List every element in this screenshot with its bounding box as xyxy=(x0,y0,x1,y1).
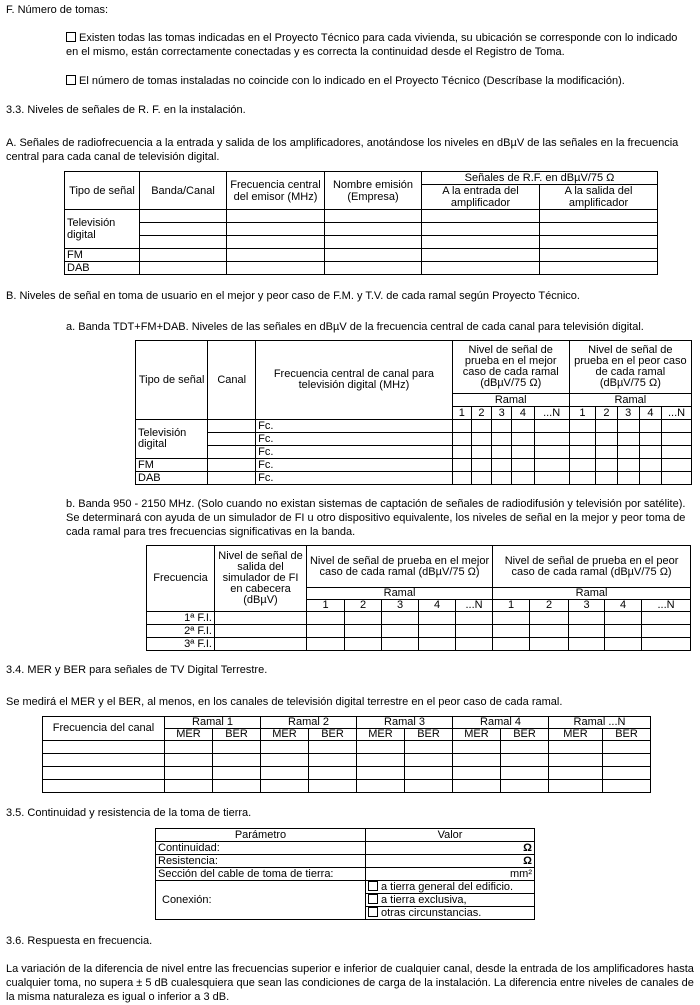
cell[interactable] xyxy=(382,638,419,651)
cell[interactable] xyxy=(662,420,692,433)
option-otras-circunstancias[interactable]: otras circunstancias. xyxy=(366,907,535,920)
cell[interactable] xyxy=(493,625,530,638)
row-label-dab: DAB xyxy=(136,472,208,485)
option-tomas-correctas[interactable]: Existen todas las tomas indicadas en el Proyecto Técnico para cada vivienda, su ubicación se corresponde con lo indicado en el mismo, están correctamente conectadas y es correcta la continuidad desde el Registro de Toma. xyxy=(66,32,678,58)
cell[interactable] xyxy=(208,420,256,433)
cell[interactable] xyxy=(422,210,540,223)
paragraph-3-3-a: A. Señales de radiofrecuencia a la entrada y salida de los amplificadores, anotándose los niveles en dBµV de las señales en la frecuencia central para cada canal de televisión digital. xyxy=(6,137,679,163)
cell[interactable] xyxy=(530,625,569,638)
cell[interactable] xyxy=(422,223,540,236)
cell[interactable] xyxy=(471,446,491,459)
cell[interactable] xyxy=(43,780,165,793)
header-parametro: Parámetro xyxy=(156,829,366,842)
header-ramal-number: 2 xyxy=(345,600,382,612)
header-ber: BER xyxy=(603,729,651,741)
cell[interactable] xyxy=(307,612,345,625)
cell[interactable] xyxy=(493,612,530,625)
cell[interactable] xyxy=(605,638,642,651)
header-ramal-number: 4 xyxy=(512,407,534,420)
cell[interactable] xyxy=(492,433,512,446)
cell[interactable] xyxy=(456,625,493,638)
header-ber: BER xyxy=(309,729,357,741)
cell[interactable] xyxy=(452,459,471,472)
label-conexion: Conexión: xyxy=(156,881,366,920)
cell[interactable] xyxy=(534,446,569,459)
cell[interactable] xyxy=(492,446,512,459)
paragraph-3-6: La variación de la diferencia de nivel entre las frecuencias superior e inferior de cualquier canal, desde la entrada de los amplificadores hasta cualquier toma, no supera ± 5 dB cualesquiera que sean las condiciones de carga de la instalación. La diferencia entre niveles de canales de la misma naturaleza es igual o inferior a 3 dB. xyxy=(6,963,694,1003)
cell[interactable] xyxy=(405,754,453,767)
cell[interactable] xyxy=(512,472,534,485)
header-valor: Valor xyxy=(366,829,535,842)
paragraph-3-3-b-b: b. Banda 950 - 2150 MHz. (Solo cuando no existan sistemas de captación de señales de radiodifusión y televisión por satélite). Se determinará con ayuda de un simulador de FI u otro dispositivo equivalente, los niveles de señal en la mejor y peor toma de cada ramal para tres frecuencias significativas en la banda. xyxy=(66,498,686,538)
cell[interactable] xyxy=(605,612,642,625)
cell[interactable] xyxy=(419,638,456,651)
fc-label: Fc. xyxy=(256,446,453,459)
cell[interactable] xyxy=(512,446,534,459)
header-banda-canal: Banda/Canal xyxy=(140,172,227,210)
heading-3-4: 3.4. MER y BER para señales de TV Digital Terrestre. xyxy=(6,664,268,676)
cell[interactable] xyxy=(512,433,534,446)
cell[interactable] xyxy=(140,262,227,275)
header-ramal-n: Ramal ...N xyxy=(549,717,651,729)
table-banda-fi xyxy=(146,545,691,651)
cell[interactable] xyxy=(617,459,639,472)
cell[interactable] xyxy=(43,741,165,754)
header-mer: MER xyxy=(261,729,309,741)
cell[interactable] xyxy=(512,420,534,433)
row-label-fi: 2ª F.I. xyxy=(147,625,215,638)
option-tierra-general[interactable]: a tierra general del edificio. xyxy=(366,881,535,894)
cell[interactable] xyxy=(603,754,651,767)
heading-3-3: 3.3. Niveles de señales de R. F. en la instalación. xyxy=(6,104,246,116)
cell[interactable] xyxy=(309,780,357,793)
cell[interactable] xyxy=(345,625,382,638)
cell[interactable] xyxy=(43,767,165,780)
cell[interactable] xyxy=(307,625,345,638)
fc-label: Fc. xyxy=(256,459,453,472)
cell[interactable] xyxy=(493,638,530,651)
header-nombre-emision: Nombre emisión (Empresa) xyxy=(325,172,422,210)
cell[interactable] xyxy=(309,767,357,780)
cell[interactable] xyxy=(140,210,227,223)
row-label-television: Televisión digital xyxy=(136,420,208,459)
cell[interactable] xyxy=(422,249,540,262)
cell[interactable] xyxy=(569,446,596,459)
header-ber: BER xyxy=(405,729,453,741)
cell[interactable] xyxy=(471,472,491,485)
header-ramal-number: 4 xyxy=(605,600,642,612)
checkbox-icon[interactable] xyxy=(66,75,76,85)
header-ramal-number: 2 xyxy=(596,407,617,420)
cell[interactable] xyxy=(596,472,617,485)
row-label-fi: 3ª F.I. xyxy=(147,638,215,651)
cell[interactable] xyxy=(227,236,325,249)
cell[interactable] xyxy=(501,754,549,767)
paragraph-3-4: Se medirá el MER y el BER, al menos, en los canales de televisión digital terrestre en el peor caso de cada ramal. xyxy=(6,696,563,708)
cell[interactable] xyxy=(357,767,405,780)
header-entrada-amplificador: A la entrada del amplificador xyxy=(422,185,540,210)
header-ramal-number: ...N xyxy=(642,600,691,612)
cell[interactable] xyxy=(453,754,501,767)
label-continuidad: Continuidad: xyxy=(156,842,366,855)
table-rf-amplificadores xyxy=(64,171,658,275)
cell[interactable] xyxy=(530,612,569,625)
checkbox-icon[interactable] xyxy=(368,907,378,917)
header-mer: MER xyxy=(549,729,603,741)
cell[interactable] xyxy=(456,612,493,625)
cell[interactable] xyxy=(452,446,471,459)
cell[interactable] xyxy=(549,767,603,780)
cell[interactable] xyxy=(642,625,691,638)
cell[interactable] xyxy=(213,754,261,767)
header-ramal: Ramal xyxy=(452,394,569,407)
header-ber: BER xyxy=(501,729,549,741)
table-mer-ber xyxy=(42,716,651,793)
header-ramal: Ramal xyxy=(569,394,691,407)
row-label-dab: DAB xyxy=(65,262,140,275)
cell[interactable] xyxy=(452,433,471,446)
checkbox-icon[interactable] xyxy=(368,894,378,904)
cell[interactable] xyxy=(569,472,596,485)
cell[interactable] xyxy=(452,420,471,433)
cell[interactable] xyxy=(405,767,453,780)
cell[interactable] xyxy=(213,741,261,754)
cell[interactable] xyxy=(208,433,256,446)
cell[interactable] xyxy=(617,433,639,446)
header-ramal: Ramal xyxy=(307,588,493,600)
cell[interactable] xyxy=(261,741,309,754)
cell[interactable] xyxy=(617,420,639,433)
cell[interactable] xyxy=(569,459,596,472)
cell[interactable] xyxy=(215,638,307,651)
cell[interactable] xyxy=(325,236,422,249)
cell[interactable] xyxy=(227,262,325,275)
row-label-fm: FM xyxy=(65,249,140,262)
header-ramal-number: 1 xyxy=(569,407,596,420)
cell[interactable] xyxy=(603,741,651,754)
cell[interactable] xyxy=(642,612,691,625)
header-ramal-number: ...N xyxy=(662,407,692,420)
option-tomas-no-coincide[interactable]: El número de tomas instaladas no coincide con lo indicado en el Proyecto Técnico (Descríbase la modificación). xyxy=(66,74,694,88)
header-ramal-4: Ramal 4 xyxy=(453,717,549,729)
cell[interactable] xyxy=(165,741,213,754)
header-ramal-2: Ramal 2 xyxy=(261,717,357,729)
checkbox-icon[interactable] xyxy=(368,881,378,891)
cell[interactable] xyxy=(596,433,617,446)
cell[interactable] xyxy=(208,459,256,472)
header-ramal-number: 4 xyxy=(639,407,661,420)
cell[interactable] xyxy=(227,223,325,236)
unit-ohm[interactable]: Ω xyxy=(366,855,535,868)
cell[interactable] xyxy=(227,210,325,223)
cell[interactable] xyxy=(309,754,357,767)
cell[interactable] xyxy=(569,612,605,625)
cell[interactable] xyxy=(492,420,512,433)
row-label-fm: FM xyxy=(136,459,208,472)
row-label-television: Televisión digital xyxy=(65,210,140,249)
cell[interactable] xyxy=(662,472,692,485)
cell[interactable] xyxy=(227,249,325,262)
cell[interactable] xyxy=(261,754,309,767)
cell[interactable] xyxy=(215,625,307,638)
cell[interactable] xyxy=(309,741,357,754)
header-ramal-3: Ramal 3 xyxy=(357,717,453,729)
heading-3-6: 3.6. Respuesta en frecuencia. xyxy=(6,935,153,947)
cell[interactable] xyxy=(534,472,569,485)
fc-label: Fc. xyxy=(256,433,453,446)
cell[interactable] xyxy=(603,767,651,780)
cell[interactable] xyxy=(405,741,453,754)
header-peor-caso: Nivel de señal de prueba en el peor caso de cada ramal (dBµV/75 Ω) xyxy=(569,341,691,394)
header-ramal-number: 3 xyxy=(492,407,512,420)
heading-numero-tomas: F. Número de tomas: xyxy=(6,4,109,16)
cell[interactable] xyxy=(213,780,261,793)
cell[interactable] xyxy=(422,262,540,275)
cell[interactable] xyxy=(639,472,661,485)
cell[interactable] xyxy=(215,612,307,625)
header-ramal-number: ...N xyxy=(456,600,493,612)
cell[interactable] xyxy=(471,420,491,433)
cell[interactable] xyxy=(165,780,213,793)
cell[interactable] xyxy=(642,638,691,651)
cell[interactable] xyxy=(165,754,213,767)
cell[interactable] xyxy=(596,459,617,472)
cell[interactable] xyxy=(569,420,596,433)
header-ramal-number: 2 xyxy=(530,600,569,612)
cell[interactable] xyxy=(422,236,540,249)
cell[interactable] xyxy=(261,780,309,793)
cell[interactable] xyxy=(569,433,596,446)
cell[interactable] xyxy=(569,638,605,651)
header-frecuencia: Frecuencia xyxy=(147,546,215,612)
cell[interactable] xyxy=(639,420,661,433)
header-ramal-1: Ramal 1 xyxy=(165,717,261,729)
header-ramal-number: 2 xyxy=(471,407,491,420)
cell[interactable] xyxy=(357,780,405,793)
cell[interactable] xyxy=(534,433,569,446)
cell[interactable] xyxy=(419,625,456,638)
header-canal: Canal xyxy=(208,341,256,420)
cell[interactable] xyxy=(471,459,491,472)
option-tierra-exclusiva[interactable]: a tierra exclusiva, xyxy=(366,894,535,907)
header-mer: MER xyxy=(357,729,405,741)
checkbox-icon[interactable] xyxy=(66,32,76,42)
cell[interactable] xyxy=(501,767,549,780)
paragraph-3-3-b: B. Niveles de señal en toma de usuario en el mejor y peor caso de F.M. y T.V. de cada ramal según Proyecto Técnico. xyxy=(6,290,580,302)
cell[interactable] xyxy=(140,223,227,236)
header-frecuencia-central: Frecuencia central del emisor (MHz) xyxy=(227,172,325,210)
cell[interactable] xyxy=(452,472,471,485)
header-mejor-caso: Nivel de señal de prueba en el mejor caso de cada ramal (dBµV/75 Ω) xyxy=(452,341,569,394)
header-frecuencia-canal: Frecuencia del canal xyxy=(43,717,165,741)
header-ramal-number: 1 xyxy=(493,600,530,612)
cell[interactable] xyxy=(261,767,309,780)
cell[interactable] xyxy=(534,459,569,472)
cell[interactable] xyxy=(662,446,692,459)
cell[interactable] xyxy=(140,249,227,262)
cell[interactable] xyxy=(530,638,569,651)
cell[interactable] xyxy=(165,767,213,780)
cell[interactable] xyxy=(140,236,227,249)
heading-3-5: 3.5. Continuidad y resistencia de la toma de tierra. xyxy=(6,807,252,819)
header-ramal-number: 3 xyxy=(617,407,639,420)
cell[interactable] xyxy=(492,472,512,485)
cell[interactable] xyxy=(617,472,639,485)
cell[interactable] xyxy=(549,754,603,767)
cell[interactable] xyxy=(357,741,405,754)
header-salida-amplificador: A la salida del amplificador xyxy=(540,185,658,210)
label-seccion-cable: Sección del cable de toma de tierra: xyxy=(156,868,366,881)
header-ramal-number: 1 xyxy=(307,600,345,612)
header-frecuencia-canal: Frecuencia central de canal para televisión digital (MHz) xyxy=(256,341,453,420)
header-ramal-number: 1 xyxy=(452,407,471,420)
cell[interactable] xyxy=(453,767,501,780)
cell[interactable] xyxy=(43,754,165,767)
cell[interactable] xyxy=(501,780,549,793)
cell[interactable] xyxy=(456,638,493,651)
header-tipo-senal: Tipo de señal xyxy=(65,172,140,210)
cell[interactable] xyxy=(639,459,661,472)
cell[interactable] xyxy=(208,446,256,459)
header-peor-caso: Nivel de señal de prueba en el peor caso de cada ramal (dBµV/75 Ω) xyxy=(493,546,691,588)
label-resistencia: Resistencia: xyxy=(156,855,366,868)
unit-mm2[interactable]: mm² xyxy=(366,868,535,881)
header-ramal-number: ...N xyxy=(534,407,569,420)
cell[interactable] xyxy=(605,625,642,638)
header-ramal-number: 3 xyxy=(382,600,419,612)
fc-label: Fc. xyxy=(256,472,453,485)
header-mer: MER xyxy=(453,729,501,741)
cell[interactable] xyxy=(453,741,501,754)
cell[interactable] xyxy=(540,223,658,236)
cell[interactable] xyxy=(208,472,256,485)
header-tipo-senal: Tipo de señal xyxy=(136,341,208,420)
cell[interactable] xyxy=(501,741,549,754)
cell[interactable] xyxy=(471,433,491,446)
cell[interactable] xyxy=(569,625,605,638)
cell[interactable] xyxy=(453,780,501,793)
cell[interactable] xyxy=(549,741,603,754)
cell[interactable] xyxy=(382,625,419,638)
cell[interactable] xyxy=(596,420,617,433)
header-nivel-simulador: Nivel de señal de salida del simulador de FI en cabecera (dBµV) xyxy=(215,546,307,612)
unit-ohm[interactable]: Ω xyxy=(366,842,535,855)
cell[interactable] xyxy=(325,249,422,262)
cell[interactable] xyxy=(662,459,692,472)
cell[interactable] xyxy=(512,459,534,472)
cell[interactable] xyxy=(345,612,382,625)
header-ramal-number: 3 xyxy=(569,600,605,612)
cell[interactable] xyxy=(549,780,603,793)
cell[interactable] xyxy=(345,638,382,651)
cell[interactable] xyxy=(617,446,639,459)
fc-label: Fc. xyxy=(256,420,453,433)
cell[interactable] xyxy=(540,249,658,262)
cell[interactable] xyxy=(357,754,405,767)
cell[interactable] xyxy=(639,446,661,459)
cell[interactable] xyxy=(492,459,512,472)
header-ramal: Ramal xyxy=(493,588,691,600)
header-mejor-caso: Nivel de señal de prueba en el mejor caso de cada ramal (dBµV/75 Ω) xyxy=(307,546,493,588)
row-label-fi: 1ª F.I. xyxy=(147,612,215,625)
cell[interactable] xyxy=(419,612,456,625)
cell[interactable] xyxy=(213,767,261,780)
header-mer: MER xyxy=(165,729,213,741)
cell[interactable] xyxy=(325,223,422,236)
header-ber: BER xyxy=(213,729,261,741)
cell[interactable] xyxy=(540,210,658,223)
cell[interactable] xyxy=(534,420,569,433)
cell[interactable] xyxy=(382,612,419,625)
cell[interactable] xyxy=(596,446,617,459)
cell[interactable] xyxy=(662,433,692,446)
header-ramal-number: 4 xyxy=(419,600,456,612)
cell[interactable] xyxy=(325,210,422,223)
paragraph-3-3-b-a: a. Banda TDT+FM+DAB. Niveles de las señales en dBµV de la frecuencia central de cada canal para televisión digital. xyxy=(66,321,644,333)
cell[interactable] xyxy=(540,236,658,249)
cell[interactable] xyxy=(307,638,345,651)
cell[interactable] xyxy=(639,433,661,446)
cell[interactable] xyxy=(325,262,422,275)
table-tdt-fm-dab xyxy=(135,340,692,485)
table-toma-tierra xyxy=(155,828,535,920)
cell[interactable] xyxy=(540,262,658,275)
cell[interactable] xyxy=(603,780,651,793)
header-senales-rf: Señales de R.F. en dBµV/75 Ω xyxy=(422,172,658,185)
cell[interactable] xyxy=(405,780,453,793)
